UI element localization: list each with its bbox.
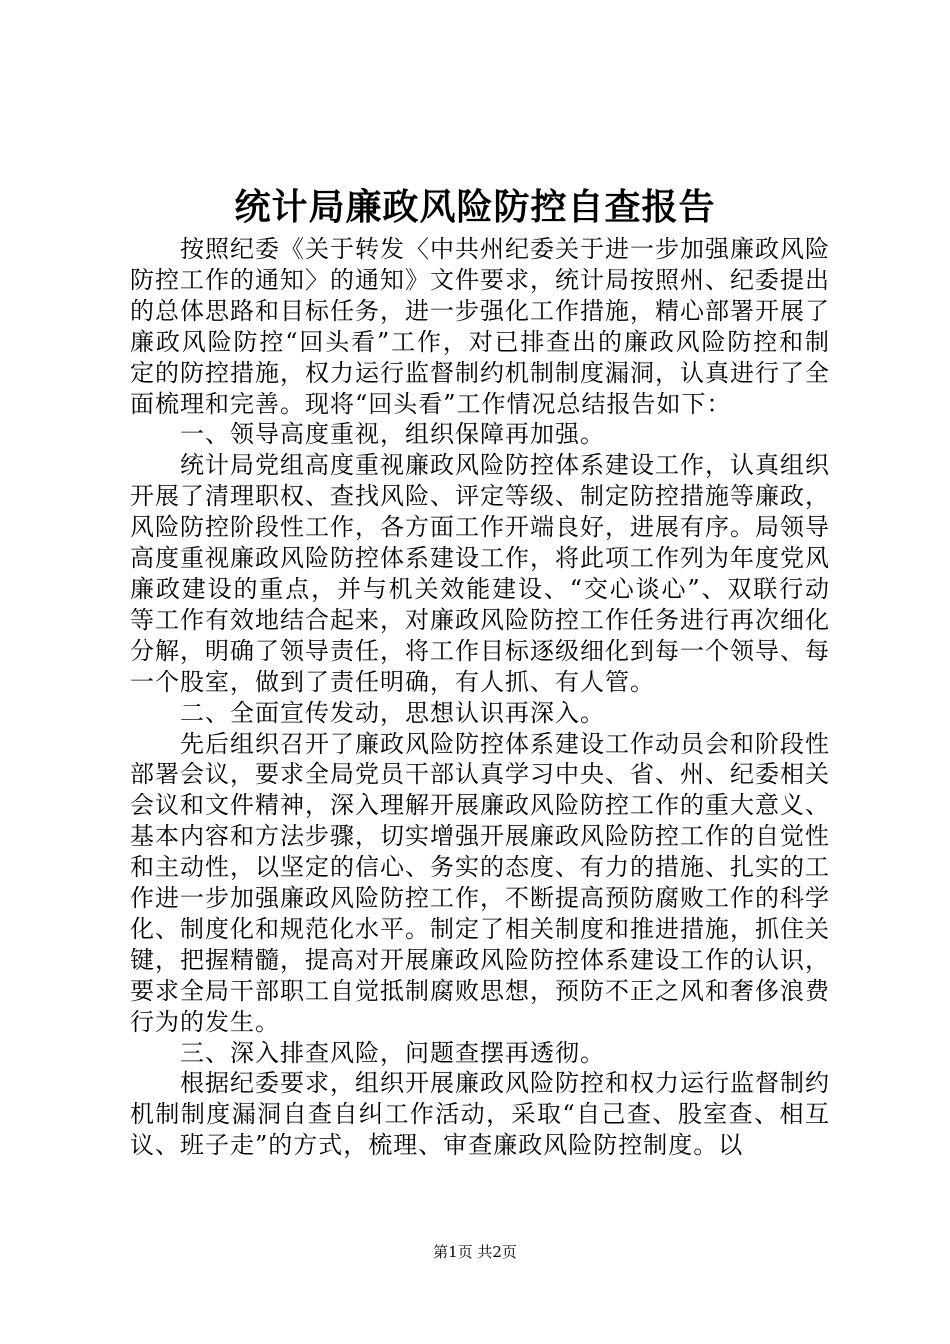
section-1-paragraph: 统计局党组高度重视廉政风险防控体系建设工作，认真组织开展了清理职权、查找风险、评定等级、制定防控措施等廉政，风险防控阶段性工作，各方面工作开端良好，进展有序。局领导高度重视廉政风险防控体系建设工作，将此项工作列为年度党风廉政建设的重点，并与机关效能建设、“交心谈心”、双联行动等工作有效地结合起来，对廉政风险防控工作任务进行再次细化分解，明确了领导责任，将工作目标逐级细化到每一个领导、每一个股室，做到了责任明确，有人抓、有人管。: [130, 451, 830, 696]
intro-paragraph: 按照纪委《关于转发〈中共州纪委关于进一步加强廉政风险防控工作的通知〉的通知》文件要求，统计局按照州、纪委提出的总体思路和目标任务，进一步强化工作措施，精心部署开展了廉政风险防控“回头看”工作，对已排查出的廉政风险防控和制定的防控措施，权力运行监督制约机制制度漏洞，认真进行了全面梳理和完善。现将“回头看”工作情况总结报告如下：: [130, 235, 830, 418]
section-heading-2: 二、全面宣传发动，思想认识再深入。: [180, 698, 605, 727]
section-2-paragraph: 先后组织召开了廉政风险防控体系建设工作动员会和阶段性部署会议，要求全局党员干部认真学习中央、省、州、纪委相关会议和文件精神，深入理解开展廉政风险防控工作的重大意义、基本内容和方法步骤，切实增强开展廉政风险防控工作的自觉性和主动性，以坚定的信心、务实的态度、有力的措施、扎实的工作进一步加强廉政风险防控工作，不断提高预防腐败工作的科学化、制度化和规范化水平。制定了相关制度和推进措施，抓住关键，把握精髓，提高对开展廉政风险防控体系建设工作的认识，要求全局干部职工自觉抵制腐败思想，预防不正之风和奢侈浪费行为的发生。: [130, 729, 830, 1036]
section-3-paragraph: 根据纪委要求，组织开展廉政风险防控和权力运行监督制约机制制度漏洞自查自纠工作活动，采取“自己查、股室查、相互议、班子走”的方式，梳理、审查廉政风险防控制度。以: [130, 1069, 830, 1160]
document-title: 统计局廉政风险防控自查报告: [234, 186, 716, 228]
page-number: 第1页 共2页: [433, 1243, 517, 1261]
section-heading-1: 一、领导高度重视，组织保障再加强。: [180, 420, 605, 449]
document-body: [130, 234, 830, 1161]
section-heading-3: 三、深入排查风险，问题查摆再透彻。: [180, 1038, 605, 1067]
